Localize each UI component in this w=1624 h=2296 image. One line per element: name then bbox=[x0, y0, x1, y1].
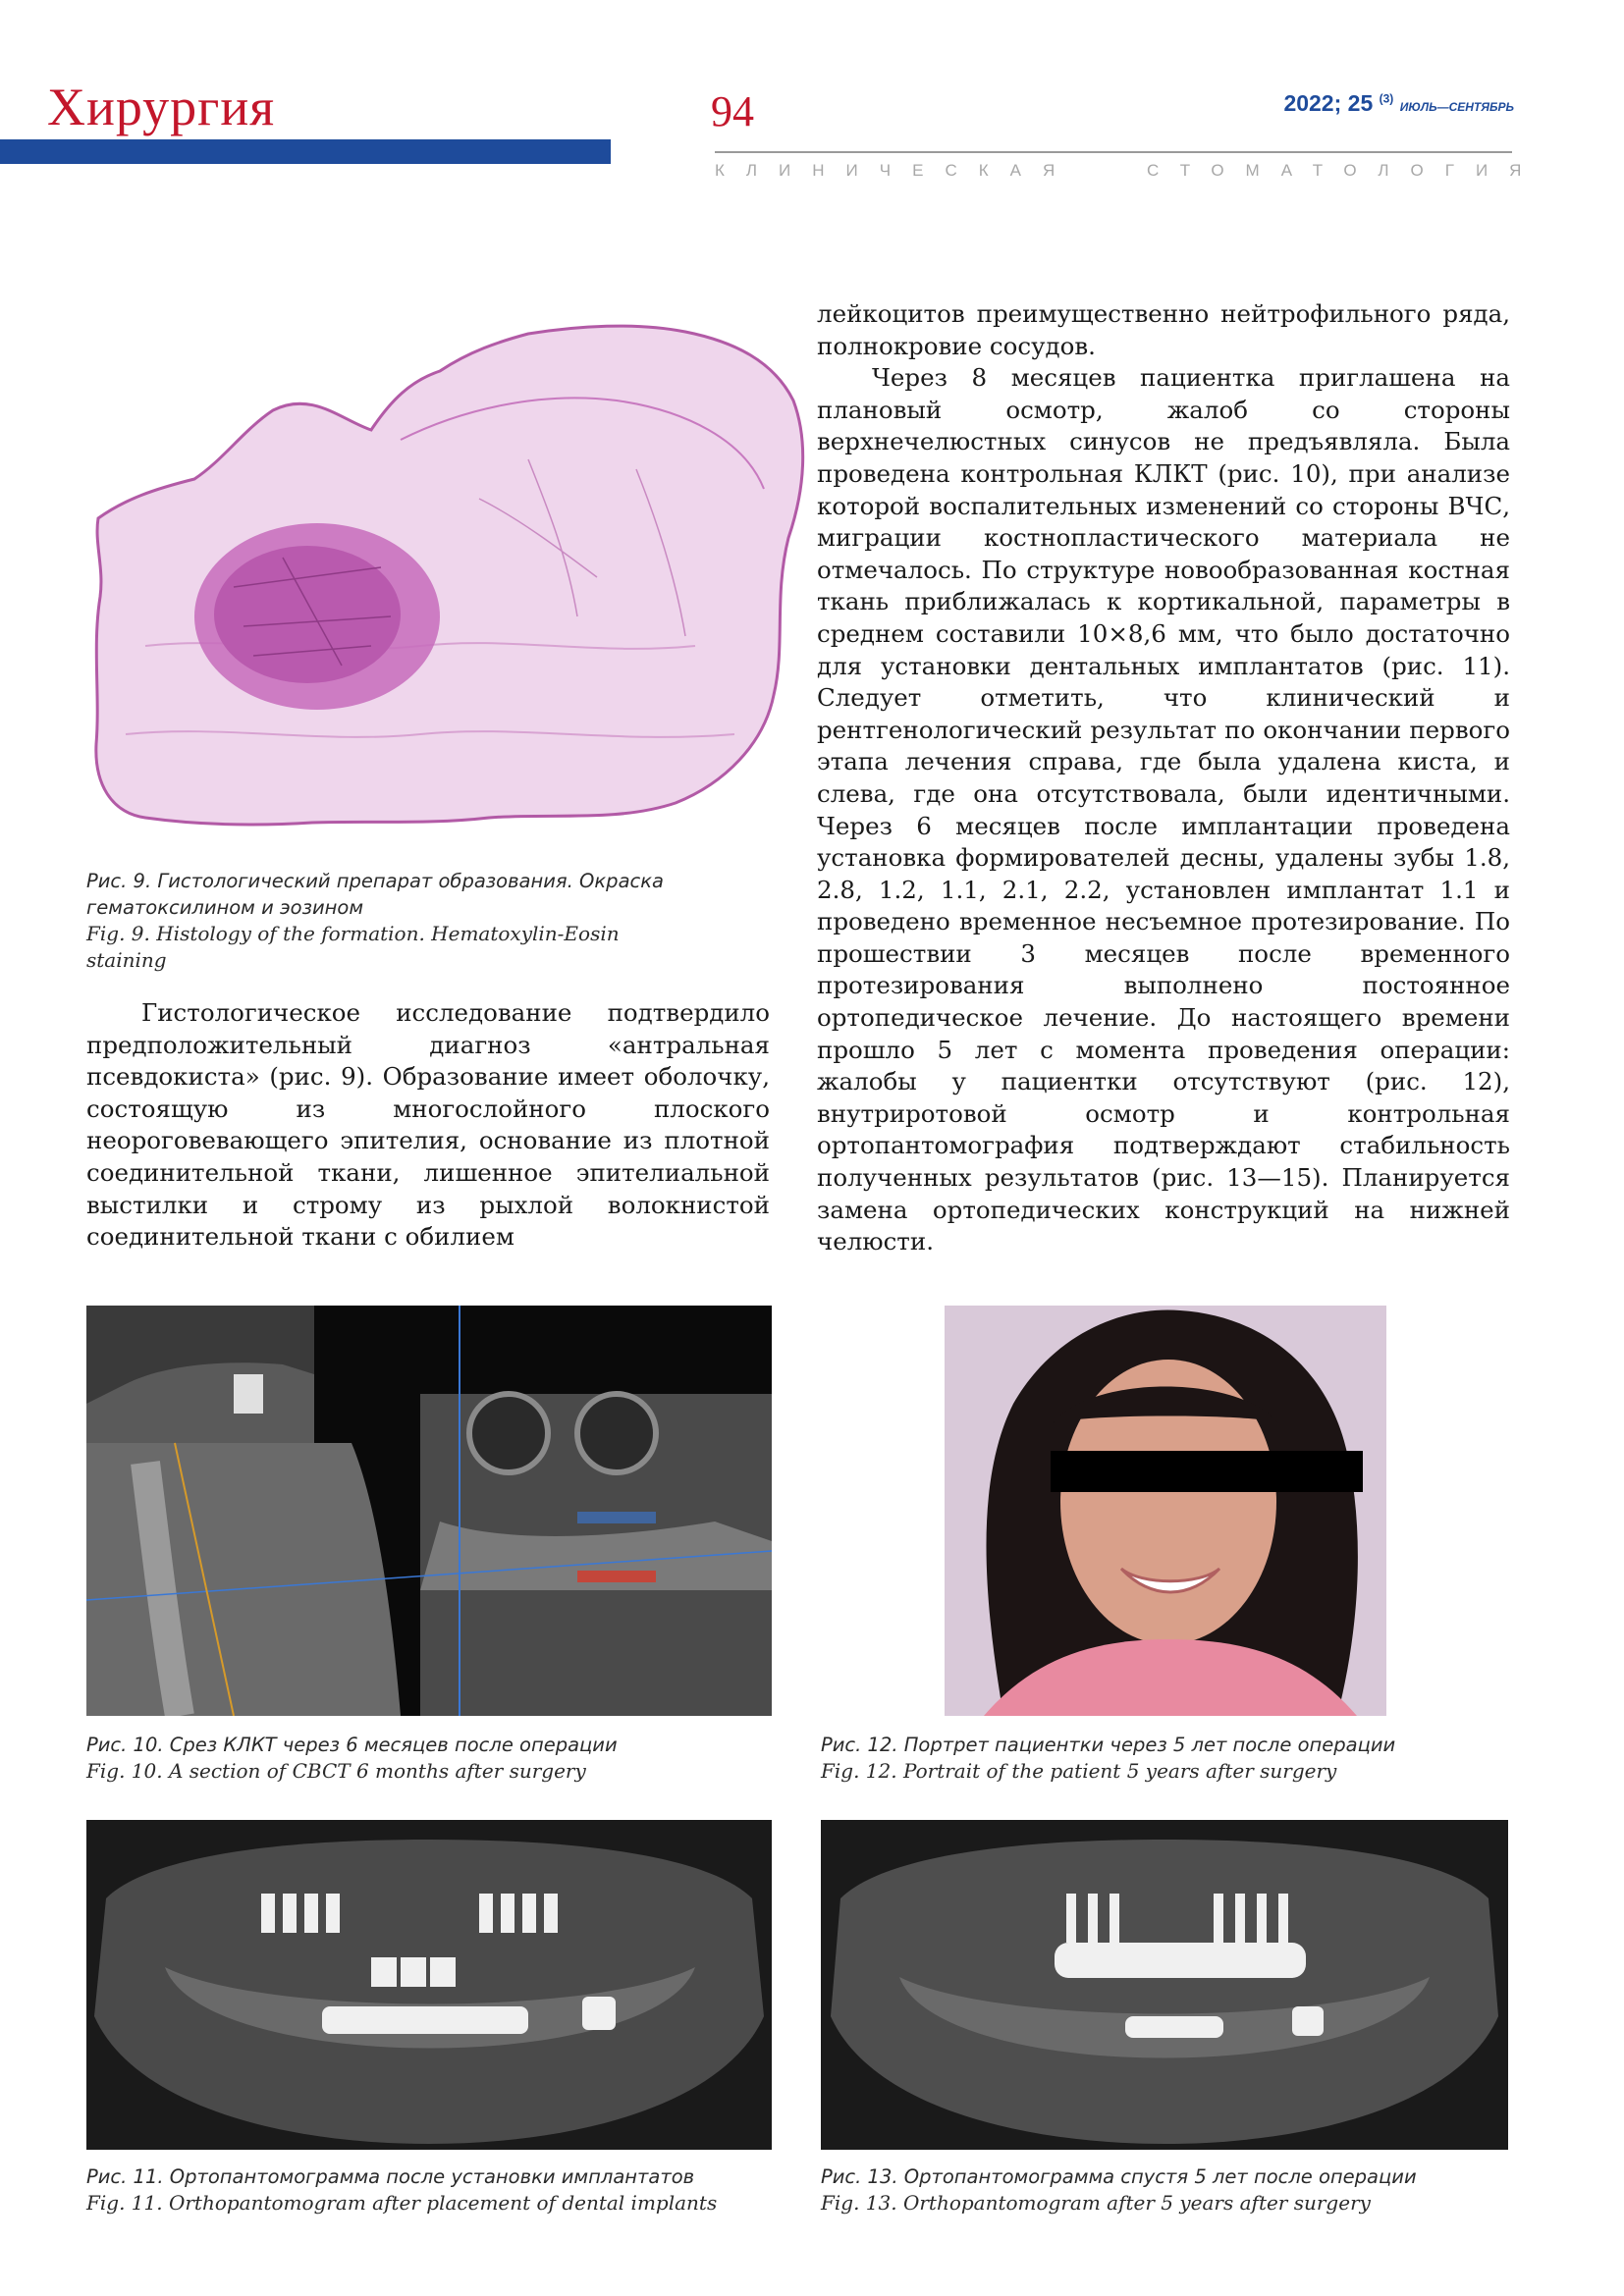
issue-months: ИЮЛЬ—СЕНТЯБРЬ bbox=[1399, 100, 1514, 114]
figure-9-caption-en: Fig. 9. Histology of the formation. Hematoxylin-Eosin staining bbox=[86, 922, 620, 972]
figure-13-caption-ru: Рис. 13. Ортопантомограмма спустя 5 лет после операции bbox=[821, 2165, 1417, 2188]
issue-year-volume: 2022; 25 bbox=[1283, 90, 1374, 116]
right-paragraph: Через 8 месяцев пациентка приглашена на плановый осмотр, жалоб со стороны верхнечелюстных синусов не предъявляла. Была проведена контрольная КЛКТ (рис. 10), при анализе которой воспалительных изменений со стороны ВЧС, миграции костнопластического материала не отмечалось. По структуре новообразованная костная ткань приближалась к кортикальной, параметры в среднем составили 10×8,6 мм, что было достаточно для установки дентальных имплантатов (рис. 11). Следует отметить, что клинический и рентгенологический результат по окончании первого этапа лечения справа, где была удалена киста, и слева, где она отсутствовала, были идентичными. Через 6 месяцев после имплантации проведена установка формирователей десны, удалены зубы 1.8, 2.8, 1.2, 1.1, 2.1, 2.2, установлен имплантат 1.1 и проведено временное несъемное протезирование. По прошествии 3 месяцев после временного протезирования выполнено постоянное ортопедическое лечение. До настоящего времени прошло 5 лет с момента проведения операции: жалобы у пациентки отсутствуют (рис. 12), внутриротовой осмотр и контрольная ортопантомография подтверждают стабильность полученных результатов (рис. 13—15). Планируется замена ортопедических конструкций на нижней челюсти. bbox=[817, 363, 1510, 1256]
figure-12-caption bbox=[821, 1732, 1508, 1785]
right-continuation: лейкоцитов преимущественно нейтрофильного ряда, полнокровие сосудов. bbox=[817, 299, 1510, 360]
right-column-text bbox=[817, 298, 1510, 1258]
figure-9-caption-ru: Рис. 9. Гистологический препарат образования. Окраска гематоксилином и эозином bbox=[86, 870, 664, 919]
figure-10-cbct-image bbox=[86, 1306, 772, 1716]
figure-12-caption-en: Fig. 12. Portrait of the patient 5 years after surgery bbox=[821, 1759, 1337, 1783]
figure-9-histology-image bbox=[86, 322, 813, 832]
figure-11-caption bbox=[86, 2163, 774, 2216]
left-column-text bbox=[86, 997, 770, 1254]
figure-10-caption-ru: Рис. 10. Срез КЛКТ через 6 месяцев после операции bbox=[86, 1734, 618, 1756]
journal-word-2: СТОМАТОЛОГИЯ bbox=[1147, 161, 1543, 180]
issue-number: (3) bbox=[1379, 91, 1394, 106]
figure-11-orthopantomogram-image bbox=[86, 1820, 772, 2150]
figure-12-caption-ru: Рис. 12. Портрет пациентки через 5 лет после операции bbox=[821, 1734, 1396, 1756]
section-color-bar bbox=[0, 139, 611, 164]
figure-10-caption bbox=[86, 1732, 774, 1785]
section-title: Хирургия bbox=[47, 78, 276, 136]
page-number: 94 bbox=[711, 87, 754, 135]
figure-12-portrait-image bbox=[945, 1306, 1386, 1716]
header-rule bbox=[715, 151, 1512, 153]
journal-word-1: КЛИНИЧЕСКАЯ bbox=[715, 161, 1077, 180]
figure-11-caption-en: Fig. 11. Orthopantomogram after placement of dental implants bbox=[86, 2191, 718, 2215]
issue-info bbox=[1283, 90, 1514, 117]
figure-9-caption bbox=[86, 868, 676, 974]
figure-13-caption-en: Fig. 13. Orthopantomogram after 5 years after surgery bbox=[821, 2191, 1371, 2215]
left-paragraph: Гистологическое исследование подтвердило предположительный диагноз «антральная псевдокиста» (рис. 9). Образование имеет оболочку, состоящую из многослойного плоского неороговевающего эпителия, основание из плотной соединительной ткани, лишенное эпителиальной выстилки и строму из рыхлой волокнистой соединительной ткани с обилием bbox=[86, 998, 770, 1252]
figure-13-orthopantomogram-image bbox=[821, 1820, 1508, 2150]
journal-name bbox=[715, 161, 1543, 185]
figure-10-caption-en: Fig. 10. A section of CBCT 6 months after surgery bbox=[86, 1759, 586, 1783]
figure-11-caption-ru: Рис. 11. Ортопантомограмма после установки имплантатов bbox=[86, 2165, 695, 2188]
figure-13-caption bbox=[821, 2163, 1508, 2216]
